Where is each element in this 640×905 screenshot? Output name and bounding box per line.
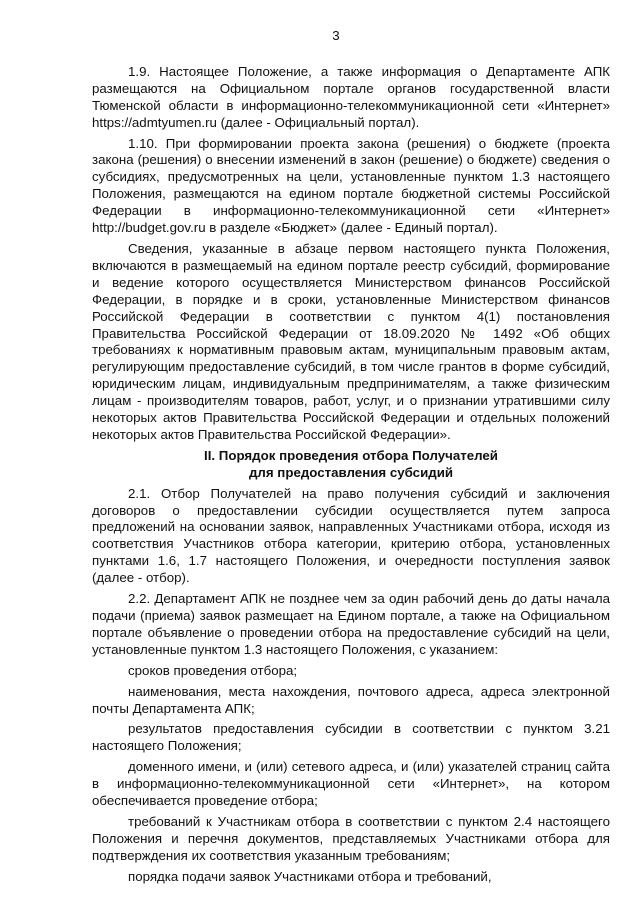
list-item: порядка подачи заявок Участниками отбора и требований, [128,868,492,884]
list-item: сроков проведения отбора; [128,662,298,678]
paragraph-2-1: 2.1. Отбор Получателей на право получения субсидий и заключения договоров о предоставлении субсидии осуществляется путем запроса предложений на основании заявок, направленных Участниками отбора, исходя из соответствия Участников отбора категории, критерию отбора, установленных пунктами 1.6, 1.7 настоящего Положения, и очередности поступления заявок (далее - отбор). [92,485,610,586]
list-item: доменного имени, и (или) сетевого адреса, и (или) указателей страниц сайта в информационно-телекоммуникационной сети «Интернет», на котором обеспечивается проведение отбора; [92,759,610,809]
paragraph-2-2: 2.2. Департамент АПК не позднее чем за один рабочий день до даты начала подачи (приема) заявок размещает на Едином портале, а также на Официальном портале объявление о проведении отбора на предоставление субсидий на цели, установленные пунктом 1.3 настоящего Положения, с указанием: [92,591,610,657]
paragraph-1-10: 1.10. При формировании проекта закона (решения) о бюджете (проекта закона (решения) о внесении изменений в закон (решение) о бюджете) сведения о субсидиях, предусмотренных на цели, установленные пунктом 1.3 настоящего Положения, размещаются на едином портале бюджетной системы Российской Федерации в информационно-телекоммуникационной сети «Интернет» http://budget.gov.ru в разделе «Бюджет» (далее - Единый портал). [92,135,610,236]
list-item: результатов предоставления субсидии в соответствии с пунктом 3.21 настоящего Положения; [92,721,610,754]
list-item: наименования, места нахождения, почтового адреса, адреса электронной почты Департамента АПК; [92,683,610,716]
list-item: требований к Участникам отбора в соответствии с пунктом 2.4 настоящего Положения и перечня документов, представляемых Участниками отбора для подтверждения их соответствия указанным требованиям; [92,813,610,863]
paragraph-info-registry: Сведения, указанные в абзаце первом настоящего пункта Положения, включаются в размещаемый на едином портале реестр субсидий, формирование и ведение которого осуществляется Министерством финансов Российской Федерации, в порядке и в сроки, установленные Министерством финансов Российской Федерации в соответствии с пунктом 4(1) постановления Правительства Российской Федерации от 18.09.2020 № 1492 «Об общих требованиях к нормативным правовым актам, муниципальным правовым актам, регулирующим предоставление субсидий, в том числе грантов в форме субсидий, юридическим лицам, индивидуальным предпринимателям, а также физическим лицам - производителям товаров, работ, услуг, и о признании утратившими силу некоторых актов Правительства Российской Федерации и отдельных положений некоторых актов Правительства Российской Федерации». [92,240,610,442]
section-heading-line-2: для предоставления субсидий [248,464,454,480]
document-page [92,28,610,890]
paragraph-1-9: 1.9. Настоящее Положение, а также информация о Департаменте АПК размещаются на Официальном портале органов государственной власти Тюменской области в информационно-телекоммуникационной сети «Интернет» https://admtyumen.ru (далее - Официальный портал). [92,63,610,130]
section-heading [92,448,610,482]
page-number: 3 [332,28,340,43]
section-heading-line-1: II. Порядок проведения отбора Получателей [204,447,498,463]
